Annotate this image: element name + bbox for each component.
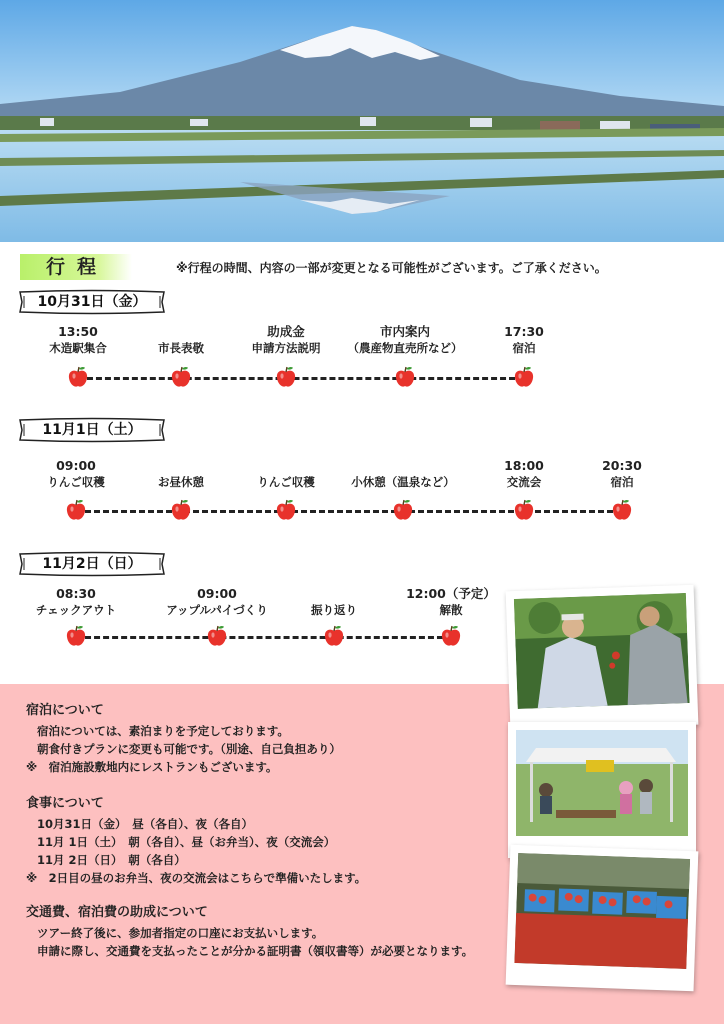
lodging-line: 宿泊については、素泊まりを予定しております。: [37, 724, 289, 738]
stop-label: りんご収穫: [47, 475, 105, 489]
stop-label: 宿泊: [610, 475, 634, 489]
timeline-stop: [376, 586, 526, 618]
apple-icon: [169, 365, 193, 389]
stop-label: アップルパイづくり: [166, 603, 268, 617]
timeline-stop: [1, 586, 151, 618]
stop-time: 18:00: [504, 458, 544, 473]
stop-label: 宿泊: [512, 341, 536, 355]
meals-note: ※ 2日目の昼のお弁当、夜の交流会はこちらで準備いたします。: [26, 871, 367, 885]
meals-section: [26, 795, 366, 887]
stop-time: 08:30: [56, 586, 96, 601]
meals-title: 食事について: [26, 796, 104, 811]
apple-icon: [610, 498, 634, 522]
stop-label: チェックアウト: [35, 603, 117, 617]
meals-line: 10月31日（金） 昼（各自）、夜（各自）: [37, 817, 254, 831]
day-label: 10月31日（金）: [37, 294, 147, 310]
day-label: 11月1日（土）: [42, 422, 142, 438]
timeline-dashed-line: [76, 510, 622, 513]
schedule-title-badge: [20, 254, 132, 280]
stop-time: 助成金: [267, 324, 305, 339]
timeline-day2: [0, 458, 724, 528]
day-ribbon-nov1: [18, 416, 166, 444]
subsidy-line: ツアー終了後に、参加者指定の口座にお支払いします。: [37, 926, 324, 940]
stop-label: 申請方法説明: [251, 341, 321, 355]
subsidy-line: 申請に際し、交通費を支払ったことが分かる証明書（領収書等）が必要となります。: [37, 944, 474, 958]
stop-time: 09:00: [56, 458, 96, 473]
hero-photo-mount-iwaki: [0, 0, 724, 242]
stop-label: お昼休憩: [158, 475, 204, 489]
stop-label: 解散: [439, 603, 463, 617]
timeline-dashed-line: [78, 377, 524, 380]
lodging-note: ※ 宿泊施設敷地内にレストランもございます。: [26, 760, 278, 774]
day-label: 11月2日（日）: [42, 556, 142, 572]
day-ribbon-oct31: [18, 288, 166, 316]
lodging-line: 朝食付きプランに変更も可能です。（別途、自己負担あり）: [37, 742, 341, 756]
subsidy-title: 交通費、宿泊費の助成について: [26, 905, 208, 920]
subsidy-section: [26, 904, 473, 960]
stop-label: 市長表敬: [158, 341, 204, 355]
photo-outdoor-tent: [508, 722, 696, 858]
stop-time: 市内案内: [379, 324, 430, 339]
apple-icon: [274, 498, 298, 522]
apple-icon: [66, 365, 90, 389]
meals-line: 11月 2日（日） 朝（各自）: [37, 853, 186, 867]
timeline-stop: [547, 458, 697, 490]
stop-label: 振り返り: [311, 603, 357, 617]
photo-apple-crates: [506, 845, 699, 991]
stop-label: 小休憩（温泉など）: [351, 475, 455, 489]
stop-time: 12:00（予定）: [406, 586, 496, 601]
apple-icon: [205, 624, 229, 648]
apple-icon: [512, 365, 536, 389]
lodging-section: [26, 702, 341, 776]
stop-label: （農産物直売所など）: [347, 341, 463, 355]
stop-time: 17:30: [504, 324, 544, 339]
timeline-day1: [0, 324, 724, 394]
apple-icon: [169, 498, 193, 522]
timeline-dashed-line: [76, 636, 452, 639]
stop-label: 交流会: [506, 475, 542, 489]
apple-icon: [391, 498, 415, 522]
stop-label: りんご収穫: [257, 475, 315, 489]
apple-icon: [393, 365, 417, 389]
photo-apple-picking: [506, 585, 699, 731]
stop-time: 13:50: [58, 324, 98, 339]
lodging-title: 宿泊について: [26, 703, 104, 718]
apple-icon: [322, 624, 346, 648]
schedule-title: 行程: [46, 256, 109, 278]
apple-icon: [439, 624, 463, 648]
apple-icon: [64, 498, 88, 522]
day-ribbon-nov2: [18, 550, 166, 578]
apple-icon: [64, 624, 88, 648]
apple-icon: [512, 498, 536, 522]
meals-line: 11月 1日（土） 朝（各自）、昼（お弁当）、夜（交流会）: [37, 835, 336, 849]
timeline-stop: [449, 324, 599, 356]
stop-label: 木造駅集合: [49, 341, 107, 355]
schedule-notice: ※行程の時間、内容の一部が変更となる可能性がございます。ご了承ください。: [176, 261, 607, 275]
stop-time: 09:00: [197, 586, 237, 601]
stop-time: 20:30: [602, 458, 642, 473]
apple-icon: [274, 365, 298, 389]
